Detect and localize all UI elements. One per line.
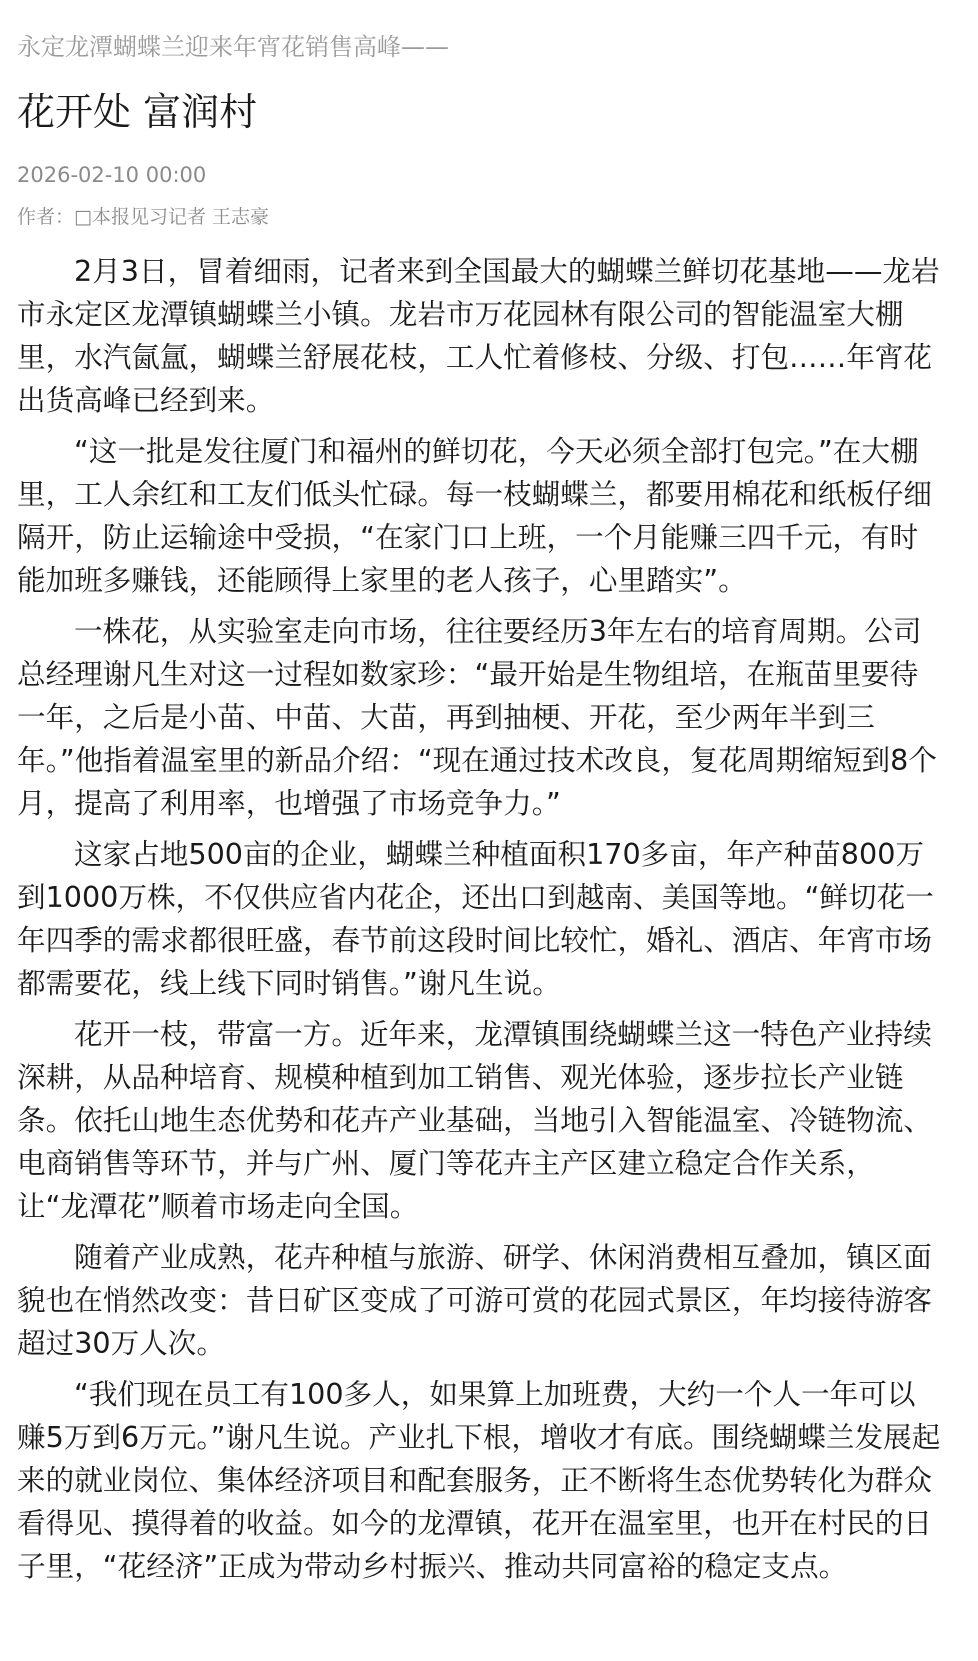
paragraph: 这家占地500亩的企业，蝴蝶兰种植面积170多亩，年产种苗800万到1000万株，不仅供应省内花企，还出口到越南、美国等地。“鲜切花一年四季的需求都很旺盛，春节前这段时间比较忙，婚礼、酒店、年宵市场都需要花，线上线下同时销售。”谢凡生说。: [17, 837, 934, 1000]
article-subtitle: 永定龙潭蝴蝶兰迎来年宵花销售高峰——: [17, 33, 449, 61]
paragraph: “这一批是发往厦门和福州的鲜切花，今天必须全部打包完。”在大棚里，工人余红和工友们低头忙碌。每一枝蝴蝶兰，都要用棉花和纸板仔细隔开，防止运输途中受损，“在家门口上班，一个月能赚三四千元，有时能加班多赚钱，还能顾得上家里的老人孩子，心里踏实”。: [17, 434, 933, 597]
paragraph: “我们现在员工有100多人，如果算上加班费，大约一个人一年可以赚5万到6万元。”谢凡生说。产业扎下根，增收才有底。围绕蝴蝶兰发展起来的就业岗位、集体经济项目和配套服务，正不断将生态优势转化为群众看得见、摸得着的收益。如今的龙潭镇，花开在温室里，也开在村民的日子里，“花经济”正成为带动乡村振兴、推动共同富裕的稳定支点。: [17, 1377, 941, 1583]
paragraph: 2月3日，冒着细雨，记者来到全国最大的蝴蝶兰鲜切花基地——龙岩市永定区龙潭镇蝴蝶兰小镇。龙岩市万花园林有限公司的智能温室大棚里，水汽氤氲，蝴蝶兰舒展花枝，工人忙着修枝、分级、打包……年宵花出货高峰已经到来。: [17, 254, 940, 417]
publish-date: 2026-02-10 00:00: [17, 163, 207, 187]
author-line: 作者：□本报见习记者 王志豪: [17, 206, 269, 228]
paragraph: 花开一枝，带富一方。近年来，龙潭镇围绕蝴蝶兰这一特色产业持续深耕，从品种培育、规模种植到加工销售、观光体验，逐步拉长产业链条。依托山地生态优势和花卉产业基础，当地引入智能温室、冷链物流、电商销售等环节，并与广州、厦门等花卉主产区建立稳定合作关系，让“龙潭花”顺着市场走向全国。: [17, 1017, 933, 1223]
paragraph: 一株花，从实验室走向市场，往往要经历3年左右的培育周期。公司总经理谢凡生对这一过程如数家珍：“最开始是生物组培，在瓶苗里要待一年，之后是小苗、中苗、大苗，再到抽梗、开花，至少两年半到三年。”他指着温室里的新品介绍：“现在通过技术改良，复花周期缩短到8个月，提高了利用率，也增强了市场竞争力。”: [17, 614, 937, 820]
paragraph: 随着产业成熟，花卉种植与旅游、研学、休闲消费相互叠加，镇区面貌也在悄然改变：昔日矿区变成了可游可赏的花园式景区，年均接待游客超过30万人次。: [17, 1240, 933, 1360]
article-title: 花开处 富润村: [17, 90, 258, 134]
article-body: [17, 250, 942, 1588]
